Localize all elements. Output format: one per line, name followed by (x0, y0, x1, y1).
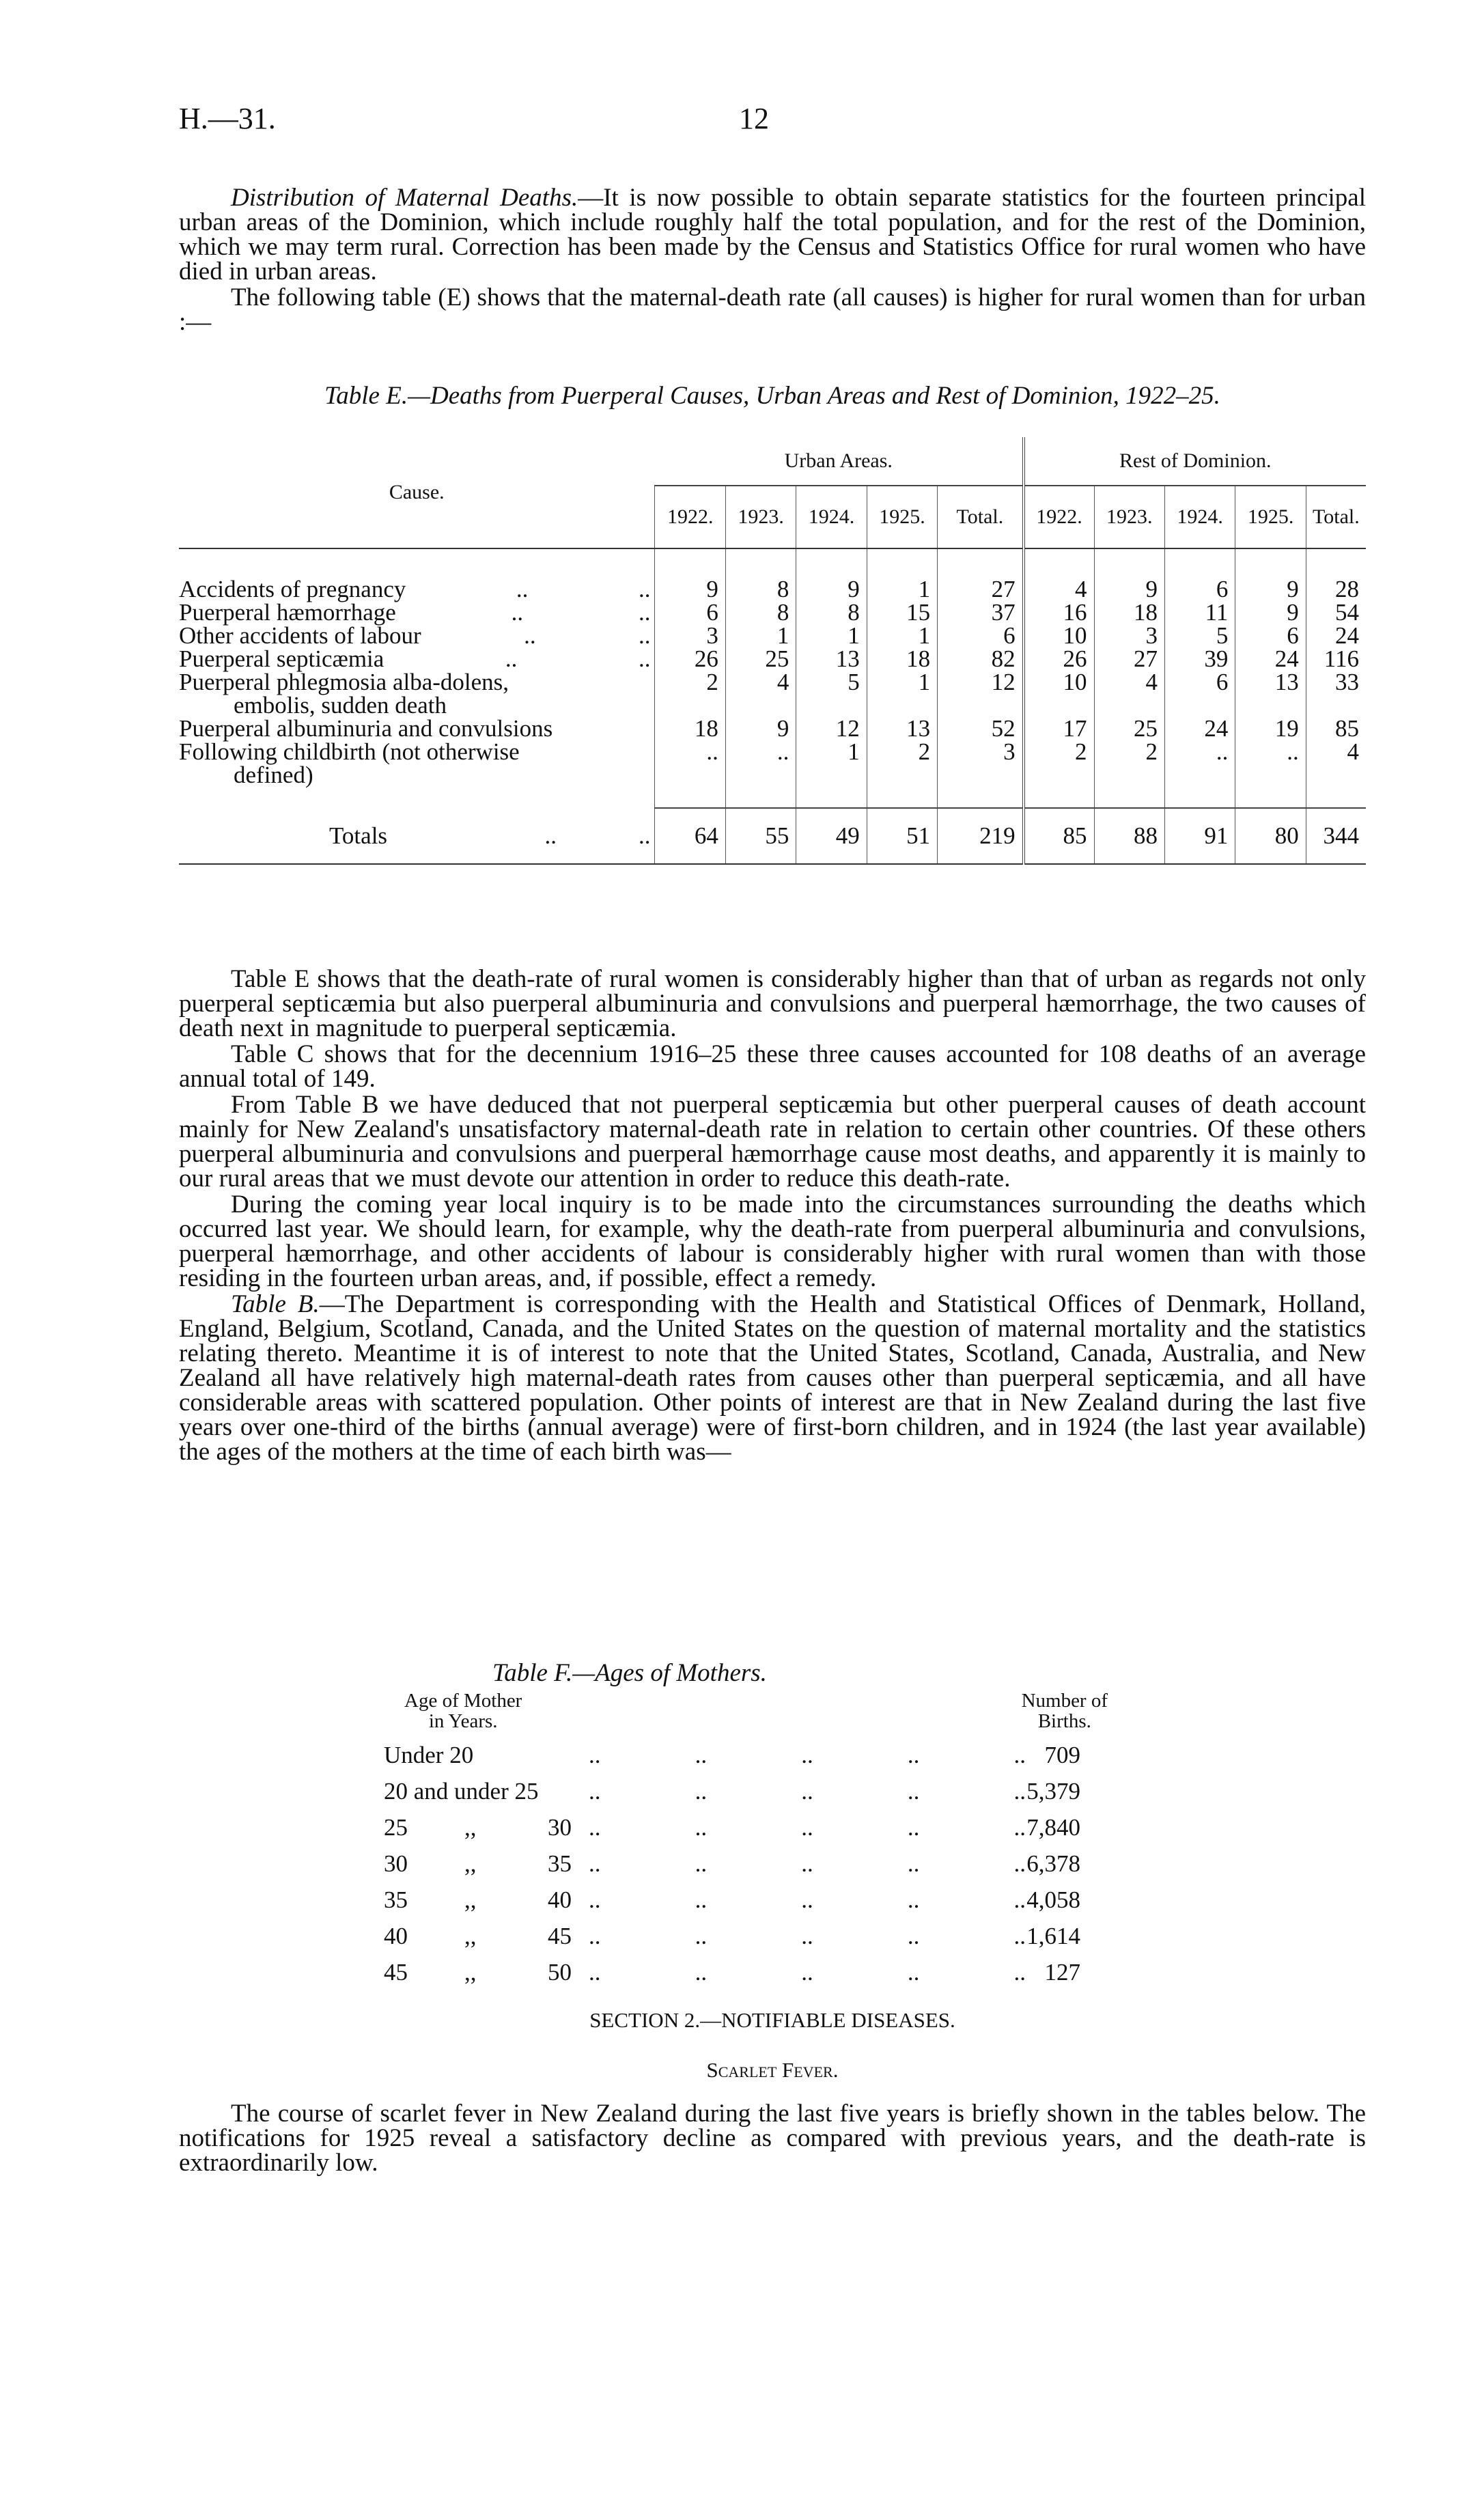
leader-dots: .. (695, 1814, 708, 1841)
leader-dots-group (589, 1738, 1026, 1772)
leader-dots: .. (801, 1886, 813, 1913)
value-cell: 12 (796, 717, 867, 740)
value-cell: 116 (1306, 647, 1366, 671)
leader-dots: .. (1013, 1886, 1026, 1913)
value-cell: 24 (1235, 647, 1306, 671)
cause-label: Puerperal hæmorrhage (179, 599, 396, 626)
cause-header: Cause. (179, 437, 655, 548)
leader-dots: .. (589, 1778, 601, 1805)
total-cell: 51 (867, 808, 937, 864)
value-cell: 37 (938, 601, 1024, 624)
ditto-mark: ,, (464, 1850, 477, 1877)
leader-dots: .. (907, 1886, 920, 1913)
table-f-row (384, 1811, 1108, 1847)
leader-dots: .. (801, 1959, 813, 1986)
value-cell: 9 (796, 578, 867, 601)
cause-label: Puerperal septicæmia (179, 645, 384, 672)
value-cell: 2 (1024, 740, 1094, 787)
value-cell: 1 (867, 624, 937, 647)
value-cell: 25 (725, 647, 796, 671)
births-value: 127 (1044, 1959, 1080, 1986)
table-f-row (384, 1738, 1108, 1774)
value-cell: 10 (1024, 624, 1094, 647)
leader-dots: .. (516, 576, 529, 602)
leader-dots: .. (589, 1959, 601, 1986)
value-cell: 8 (725, 578, 796, 601)
births-value: 7,840 (1026, 1814, 1080, 1841)
value-cell: 10 (1024, 671, 1094, 717)
value-cell: 5 (1164, 624, 1235, 647)
value-cell: 18 (867, 647, 937, 671)
totals-label: Totals (329, 822, 388, 849)
value-cell: 15 (867, 601, 937, 624)
leader-dots: .. (505, 645, 518, 672)
document-code: H.—31. (179, 102, 276, 135)
value-cell: 24 (1306, 624, 1366, 647)
intro-paragraph-1-text: —It is now possible to obtain separate statistics for the fourteen principal urban areas of the Dominion, which include roughly half the total population, and for the rest of the Dominion, which we may term rural. Correction has been made by the Census and Statistics Office for rural women who have died in urban areas. (179, 184, 1366, 285)
discussion-paragraph-5-text: —The Department is corresponding with the Health and Statistical Offices of Denmark, Holland, England, Belgium, Scotland, Canada, and the United States on the question of maternal mortality and the statistics relating thereto. Meantime it is of interest to note that the United States, Scotland, Canada, Australia, and New Zealand all have relatively high maternal-death rates from causes other than puerperal septicæmia, and all have considerable areas with scattered population. Other points of interest are that in New Zealand during the last five years over one-third of the births (annual average) were of first-born children, and in 1924 (the last year available) the ages of the mothers at the time of each birth was— (179, 1290, 1366, 1466)
leader-dots-group (589, 1774, 1026, 1809)
value-cell: .. (1164, 740, 1235, 787)
age-header-line-2: in Years. (428, 1710, 498, 1732)
value-cell: 1 (867, 671, 937, 717)
ditto-mark: ,, (464, 1886, 477, 1913)
cause-label: Other accidents of labour (179, 622, 421, 649)
section-lead-title: Distribution of Maternal Deaths. (231, 184, 578, 212)
table-f-caption: Table F.—Ages of Mothers. (492, 1659, 767, 1687)
column-header: 1923. (725, 486, 796, 548)
leader-dots: .. (907, 1814, 920, 1841)
total-cell: 344 (1306, 808, 1366, 864)
value-cell: 26 (1024, 647, 1094, 671)
value-cell: 8 (796, 601, 867, 624)
leader-dots: .. (907, 1850, 920, 1877)
leader-dots: .. (801, 1923, 813, 1949)
leader-dots: .. (638, 822, 651, 849)
leader-dots: .. (695, 1886, 708, 1913)
leader-dots: .. (1013, 1742, 1026, 1768)
age-to: 35 (548, 1850, 572, 1877)
total-cell: 49 (796, 808, 867, 864)
value-cell: 12 (938, 671, 1024, 717)
leader-dots: .. (589, 1742, 601, 1768)
value-cell: 4 (1094, 671, 1164, 717)
value-cell: 16 (1024, 601, 1094, 624)
table-f-headers (384, 1690, 1108, 1738)
discussion-paragraph-2: Table C shows that for the decennium 1916–25 these three causes accounted for 108 deaths of an average annual total of 149. (179, 1040, 1366, 1093)
value-cell: 4 (725, 671, 796, 717)
section-subheading: Scarlet Fever. (706, 2058, 839, 2082)
leader-dots: .. (638, 576, 651, 602)
table-f-row (384, 1955, 1108, 1992)
leader-dots: .. (638, 645, 651, 672)
group-header-urban: Urban Areas. (655, 437, 1024, 486)
leader-dots: .. (589, 1923, 601, 1949)
total-cell: 88 (1094, 808, 1164, 864)
value-cell: 11 (1164, 601, 1235, 624)
table-b-lead: Table B. (231, 1290, 320, 1318)
cause-cell (179, 647, 655, 671)
group-header-rest: Rest of Dominion. (1024, 437, 1366, 486)
total-cell: 85 (1024, 808, 1094, 864)
value-cell: 26 (655, 647, 725, 671)
value-cell: 6 (655, 601, 725, 624)
value-cell: 3 (655, 624, 725, 647)
value-cell: 28 (1306, 578, 1366, 601)
leader-dots: .. (695, 1742, 708, 1768)
column-header: 1924. (1164, 486, 1235, 548)
leader-dots: .. (801, 1814, 813, 1841)
cause-cell (179, 740, 655, 787)
total-cell: 91 (1164, 808, 1235, 864)
value-cell: 1 (725, 624, 796, 647)
ditto-mark: ,, (464, 1959, 477, 1986)
ditto-mark: ,, (464, 1814, 477, 1841)
age-to: 30 (548, 1814, 572, 1841)
value-cell: 17 (1024, 717, 1094, 740)
total-cell: 219 (938, 808, 1024, 864)
leader-dots-group (589, 1919, 1026, 1953)
table-e (179, 437, 1366, 865)
leader-dots: .. (524, 622, 536, 649)
value-cell: 3 (938, 740, 1024, 787)
table-f-row (384, 1774, 1108, 1811)
leader-dots: .. (544, 822, 557, 849)
spacer-row (179, 787, 1366, 808)
value-cell: 6 (938, 624, 1024, 647)
table-f-body (384, 1738, 1108, 1992)
column-header: 1925. (1235, 486, 1306, 548)
table-bottom-rule (179, 864, 1366, 865)
births-column-header (1022, 1690, 1108, 1731)
discussion-paragraph-3: From Table B we have deduced that not puerperal septicæmia but other puerperal causes of death account mainly for New Zealand's unsatisfactory maternal-death rate in relation to certain other countries. Of these others puerperal albuminuria and convulsions and puerperal hæmorrhage cause most deaths, and apparently it is mainly to our rural areas that we must devote our attention in order to reduce this death-rate. (179, 1091, 1366, 1193)
total-cell: 80 (1235, 808, 1306, 864)
age-to: 45 (548, 1923, 572, 1949)
leader-dots: .. (638, 622, 651, 649)
leader-dots: .. (511, 599, 524, 626)
leader-dots-group (589, 1955, 1026, 1990)
table-row (179, 601, 1366, 624)
total-cell: 64 (655, 808, 725, 864)
value-cell: 4 (1024, 578, 1094, 601)
births-value: 5,379 (1026, 1778, 1080, 1805)
value-cell: 39 (1164, 647, 1235, 671)
intro-paragraph-1 (179, 186, 1366, 284)
leader-dots: .. (1013, 1814, 1026, 1841)
section-heading: SECTION 2.—NOTIFIABLE DISEASES. (589, 2008, 955, 2032)
column-header: 1923. (1094, 486, 1164, 548)
page-number: 12 (739, 102, 769, 135)
value-cell: 25 (1094, 717, 1164, 740)
births-value: 6,378 (1026, 1850, 1080, 1877)
age-column-header (404, 1690, 522, 1731)
table-f-row (384, 1847, 1108, 1883)
value-cell: 1 (796, 624, 867, 647)
cause-cell (179, 671, 655, 717)
cause-cell (179, 578, 655, 601)
leader-dots: .. (907, 1778, 920, 1805)
cause-label: Puerperal phlegmosia alba-dolens, (179, 669, 509, 695)
value-cell: 52 (938, 717, 1024, 740)
value-cell: 2 (1094, 740, 1164, 787)
page-header (179, 101, 1366, 142)
age-header-line-1: Age of Mother (404, 1690, 522, 1712)
totals-row (179, 808, 1366, 864)
leader-dots: .. (589, 1850, 601, 1877)
age-range: Under 20 (384, 1742, 474, 1768)
age-from: 40 (384, 1923, 408, 1949)
cause-label-continued: defined) (234, 762, 313, 788)
value-cell: 9 (1235, 601, 1306, 624)
value-cell: 9 (1235, 578, 1306, 601)
discussion-section (179, 967, 1366, 1464)
value-cell: 13 (867, 717, 937, 740)
value-cell: 6 (1235, 624, 1306, 647)
value-cell: .. (725, 740, 796, 787)
value-cell: 19 (1235, 717, 1306, 740)
value-cell: .. (1235, 740, 1306, 787)
value-cell: 9 (1094, 578, 1164, 601)
discussion-paragraph-5 (179, 1292, 1366, 1464)
value-cell: .. (655, 740, 725, 787)
column-header: 1925. (867, 486, 937, 548)
cause-label: Following childbirth (not otherwise (179, 738, 520, 765)
value-cell: 82 (938, 647, 1024, 671)
leader-dots-group (589, 1811, 1026, 1845)
value-cell: 27 (1094, 647, 1164, 671)
cause-cell (179, 601, 655, 624)
cause-label: Puerperal albuminuria and convulsions (179, 715, 553, 742)
value-cell: 85 (1306, 717, 1366, 740)
leader-dots: .. (1013, 1923, 1026, 1949)
leader-dots: .. (907, 1923, 920, 1949)
value-cell: 13 (1235, 671, 1306, 717)
value-cell: 4 (1306, 740, 1366, 787)
value-cell: 24 (1164, 717, 1235, 740)
table-f-row (384, 1883, 1108, 1919)
leader-dots: .. (1013, 1778, 1026, 1805)
value-cell: 1 (867, 578, 937, 601)
column-header: Total. (1306, 486, 1366, 548)
column-header: 1924. (796, 486, 867, 548)
leader-dots: .. (1013, 1959, 1026, 1986)
leader-dots: .. (589, 1814, 601, 1841)
table-row (179, 647, 1366, 671)
leader-dots: .. (907, 1742, 920, 1768)
column-header: Total. (938, 486, 1024, 548)
age-range: 20 and under 25 (384, 1778, 539, 1805)
leader-dots: .. (801, 1742, 813, 1768)
cause-label: Accidents of pregnancy (179, 576, 406, 602)
leader-dots: .. (695, 1923, 708, 1949)
column-header: 1922. (1024, 486, 1094, 548)
table-e-caption: Table E.—Deaths from Puerperal Causes, Urban Areas and Rest of Dominion, 1922–25. (324, 382, 1220, 410)
births-header-line-1: Number of (1021, 1690, 1108, 1712)
leader-dots: .. (695, 1850, 708, 1877)
total-cell: 55 (725, 808, 796, 864)
discussion-paragraph-1: Table E shows that the death-rate of rural women is considerably higher than that of urban as regards not only puerperal septicæmia but also puerperal albuminuria and convulsions and puerperal hæmorrhage, the two causes of death next in magnitude to puerperal septicæmia. (179, 965, 1366, 1042)
age-from: 25 (384, 1814, 408, 1841)
age-to: 40 (548, 1886, 572, 1913)
scarlet-fever-paragraph: The course of scarlet fever in New Zealand during the last five years is briefly shown in the tables below. The notifications for 1925 reveal a satisfactory decline as compared with previous years, and the death-rate is extraordinarily low. (179, 2100, 1366, 2177)
intro-paragraph-2: The following table (E) shows that the maternal-death rate (all causes) is higher for rural women than for urban :— (179, 283, 1366, 336)
leader-dots-group (589, 1883, 1026, 1917)
value-cell: 9 (655, 578, 725, 601)
table-f-row (384, 1919, 1108, 1955)
leader-dots: .. (638, 599, 651, 626)
cause-cell (179, 624, 655, 647)
value-cell: 3 (1094, 624, 1164, 647)
value-cell: 6 (1164, 578, 1235, 601)
value-cell: 2 (655, 671, 725, 717)
births-value: 709 (1044, 1742, 1080, 1768)
births-header-line-2: Births. (1037, 1710, 1091, 1732)
births-value: 1,614 (1026, 1923, 1080, 1949)
table-row (179, 740, 1366, 787)
ditto-mark: ,, (464, 1923, 477, 1949)
spacer-row (179, 548, 1366, 578)
totals-label-cell (179, 808, 655, 864)
value-cell: 2 (867, 740, 937, 787)
leader-dots: .. (801, 1778, 813, 1805)
value-cell: 6 (1164, 671, 1235, 717)
value-cell: 13 (796, 647, 867, 671)
cause-label-continued: embolis, sudden death (234, 692, 447, 719)
table-row (179, 578, 1366, 601)
age-to: 50 (548, 1959, 572, 1986)
leader-dots: .. (801, 1850, 813, 1877)
value-cell: 5 (796, 671, 867, 717)
scarlet-fever-section (179, 2102, 1366, 2175)
table-f (384, 1690, 1108, 1992)
value-cell: 54 (1306, 601, 1366, 624)
value-cell: 27 (938, 578, 1024, 601)
value-cell: 18 (655, 717, 725, 740)
age-from: 35 (384, 1886, 408, 1913)
cause-cell (179, 717, 655, 740)
column-header: 1922. (655, 486, 725, 548)
value-cell: 9 (725, 717, 796, 740)
value-cell: 1 (796, 740, 867, 787)
leader-dots: .. (907, 1959, 920, 1986)
leader-dots: .. (1013, 1850, 1026, 1877)
table-row (179, 624, 1366, 647)
table-row (179, 671, 1366, 717)
births-value: 4,058 (1026, 1886, 1080, 1913)
leader-dots-group (589, 1847, 1026, 1881)
intro-section (179, 186, 1366, 335)
leader-dots: .. (589, 1886, 601, 1913)
table-row (179, 717, 1366, 740)
age-from: 30 (384, 1850, 408, 1877)
leader-dots: .. (695, 1778, 708, 1805)
value-cell: 33 (1306, 671, 1366, 717)
discussion-paragraph-4: During the coming year local inquiry is to be made into the circumstances surrounding the deaths which occurred last year. We should learn, for example, why the death-rate from puerperal albuminuria and convulsions, puerperal hæmorrhage, and other accidents of labour is considerably higher with rural women than with those residing in the fourteen urban areas, and, if possible, effect a remedy. (179, 1190, 1366, 1292)
age-from: 45 (384, 1959, 408, 1986)
value-cell: 8 (725, 601, 796, 624)
leader-dots: .. (695, 1959, 708, 1986)
value-cell: 18 (1094, 601, 1164, 624)
